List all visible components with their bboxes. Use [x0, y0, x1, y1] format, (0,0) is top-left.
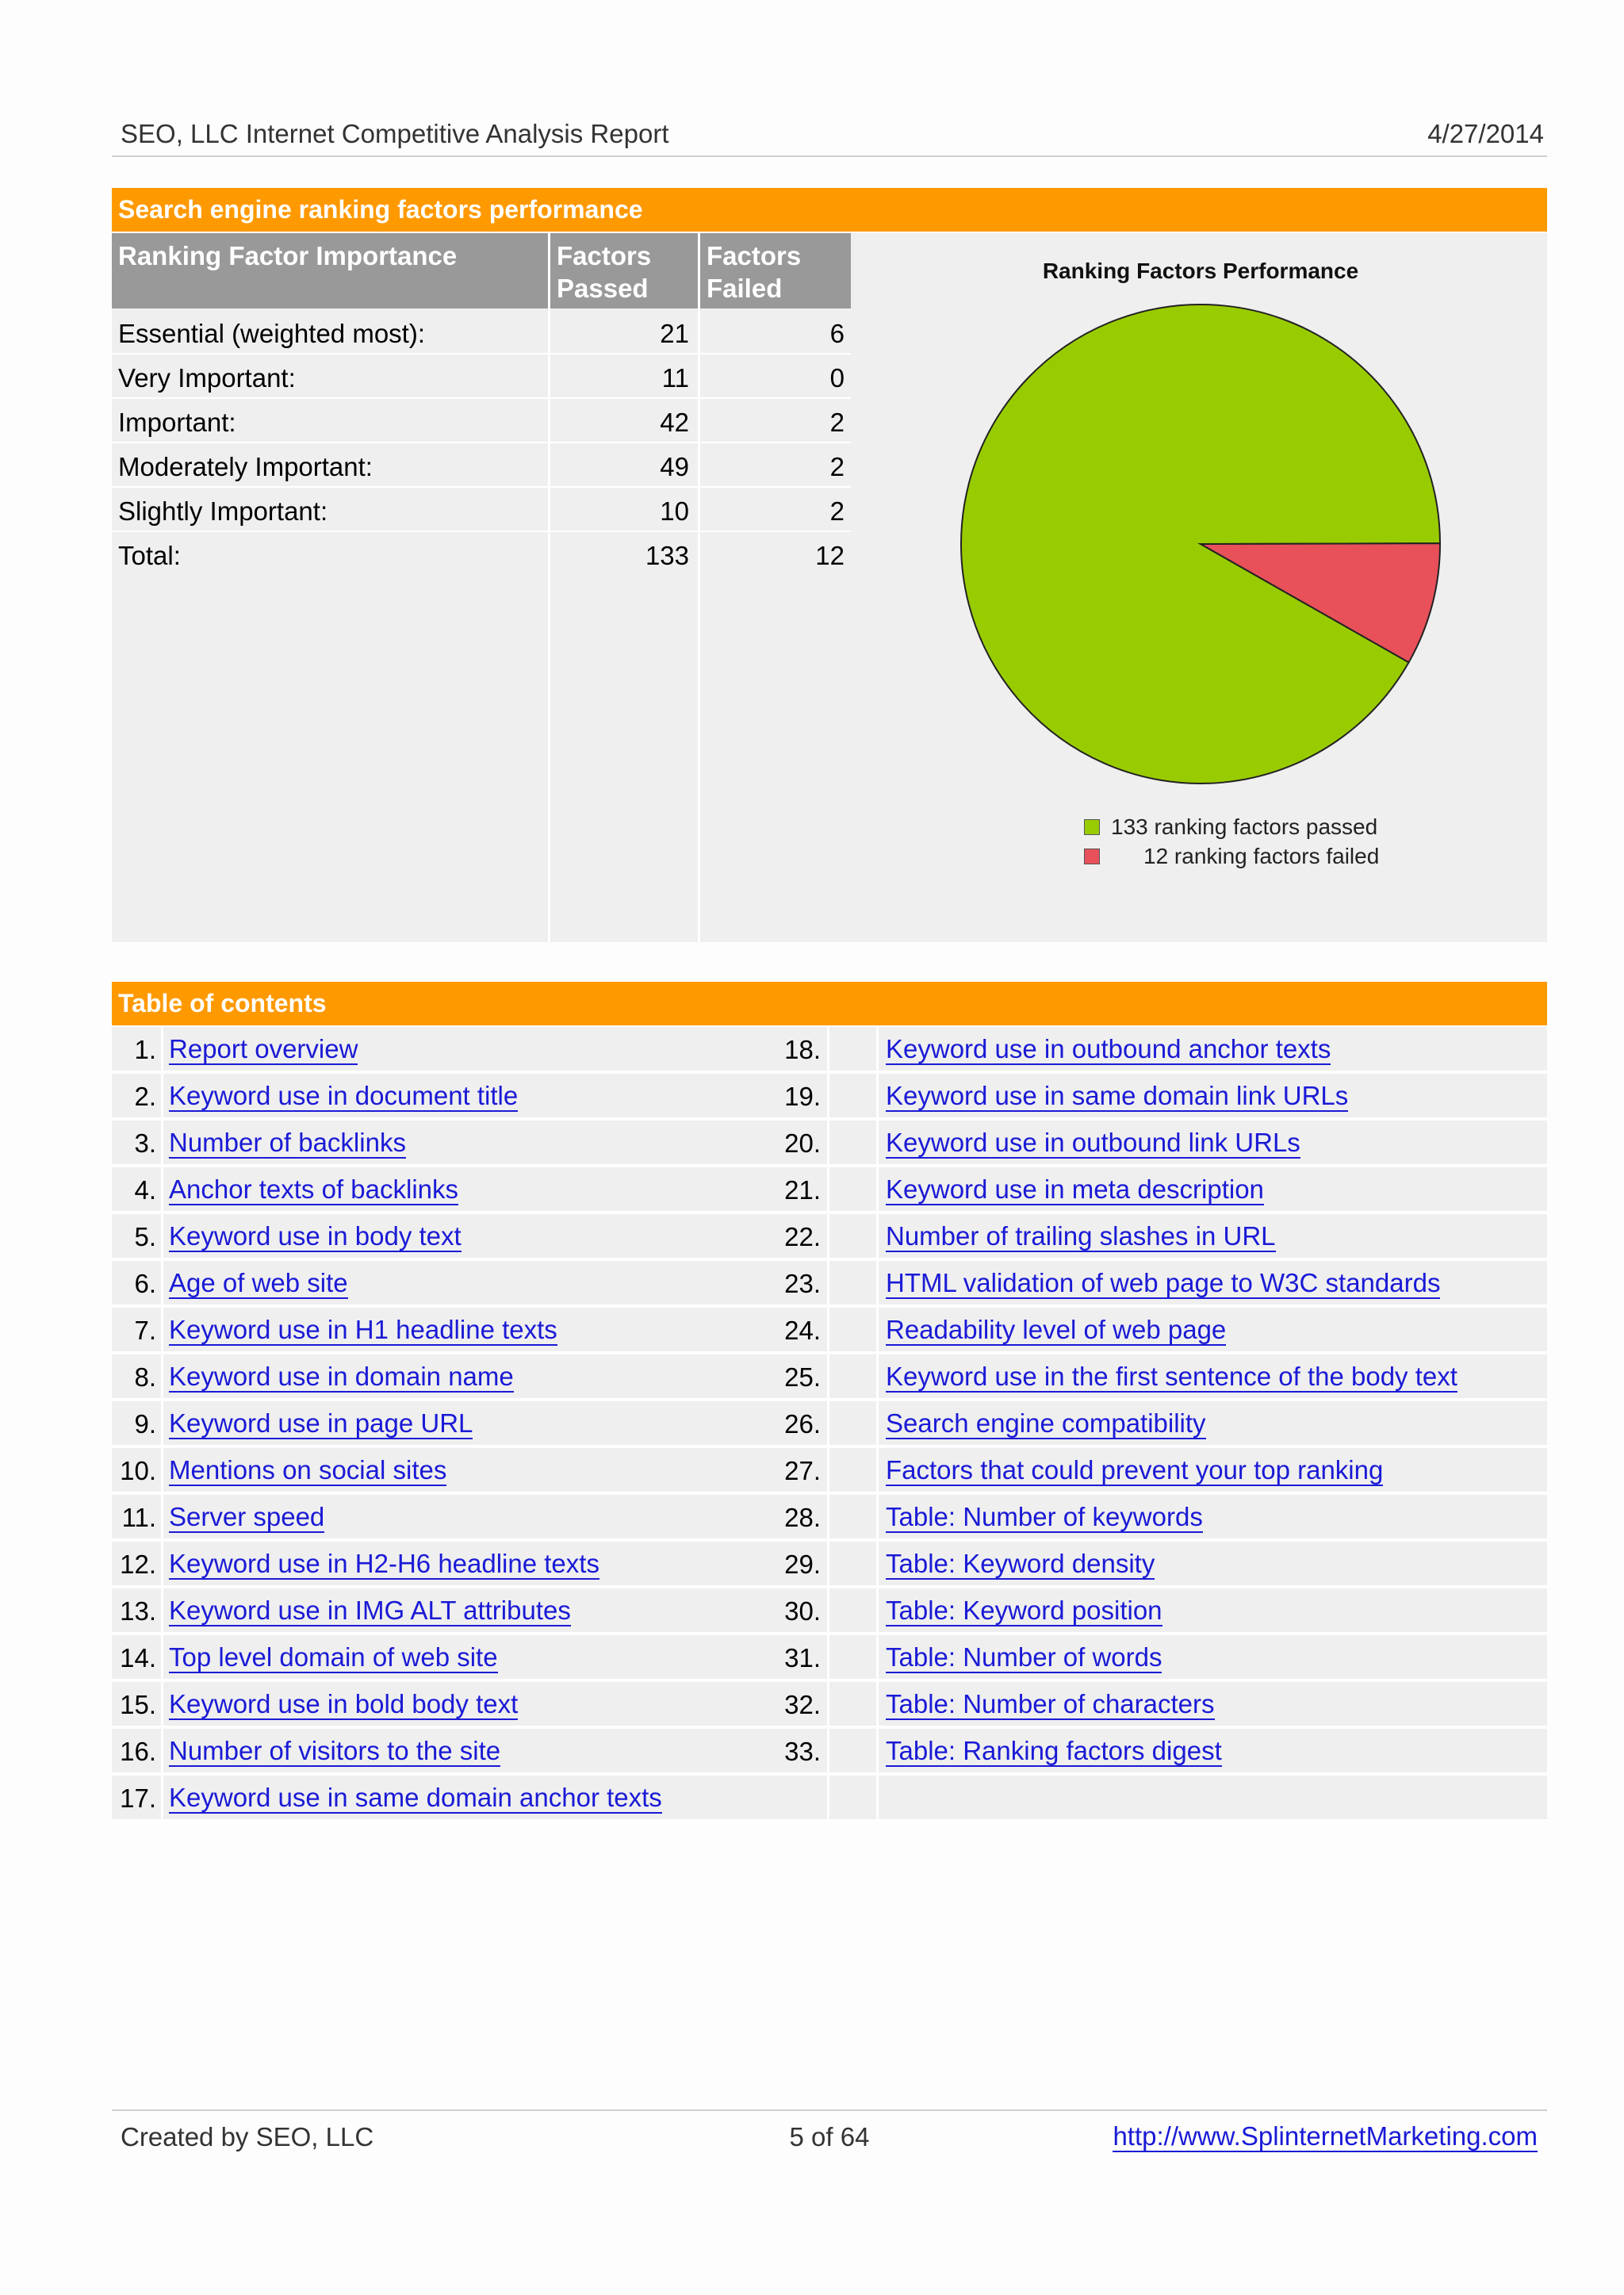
col-header-passed — [550, 233, 698, 308]
toc-row — [112, 1776, 1547, 1821]
toc-link[interactable]: Table: Number of keywords — [886, 1502, 1203, 1531]
toc-link[interactable]: Number of backlinks — [169, 1128, 406, 1157]
column-divider — [161, 1261, 163, 1305]
toc-link[interactable]: Keyword use in page URL — [169, 1408, 473, 1438]
toc-number: 17. — [120, 1784, 156, 1813]
ranking-table — [112, 233, 851, 942]
column-divider — [827, 1214, 829, 1258]
pie-chart-svg — [854, 233, 1547, 788]
toc-number: 29. — [784, 1550, 821, 1579]
column-divider — [876, 1121, 879, 1164]
toc-number: 12. — [120, 1550, 156, 1579]
report-date: 4/27/2014 — [1427, 119, 1544, 148]
column-divider — [161, 1448, 163, 1492]
column-divider — [876, 1448, 879, 1492]
row-label: Total: — [118, 541, 181, 570]
toc-number: 26. — [784, 1409, 821, 1439]
column-divider — [876, 1308, 879, 1351]
table-row — [112, 489, 851, 532]
column-divider — [161, 1635, 163, 1679]
toc-link[interactable]: Keyword use in the first sentence of the body text — [886, 1362, 1457, 1391]
column-divider — [827, 1495, 829, 1538]
row-passed: 11 — [661, 363, 689, 393]
column-divider — [827, 1121, 829, 1164]
column-divider — [876, 1729, 879, 1772]
row-passed: 49 — [660, 452, 689, 481]
toc-number: 30. — [784, 1596, 821, 1626]
column-divider — [161, 1121, 163, 1164]
toc-number: 6. — [134, 1269, 156, 1298]
toc-link[interactable]: Keyword use in outbound anchor texts — [886, 1034, 1331, 1063]
toc-number: 33. — [784, 1737, 821, 1766]
toc-link[interactable]: Anchor texts of backlinks — [169, 1174, 458, 1204]
column-divider — [161, 1354, 163, 1398]
column-divider — [876, 1167, 879, 1211]
toc-link[interactable]: Table: Keyword position — [886, 1596, 1162, 1625]
ranking-section — [112, 233, 1547, 942]
column-divider — [827, 1588, 829, 1632]
toc-link[interactable]: Keyword use in domain name — [169, 1362, 514, 1391]
table-row — [112, 444, 851, 488]
toc-number: 7. — [134, 1316, 156, 1345]
ranking-section-title: Search engine ranking factors performance — [112, 188, 1547, 232]
toc-row — [112, 1635, 1547, 1680]
toc-link[interactable]: Keyword use in body text — [169, 1221, 462, 1251]
col-header-passed-line1: Factors — [557, 241, 652, 270]
legend-swatch-passed — [1084, 819, 1100, 835]
table-row — [112, 355, 851, 399]
toc-number: 18. — [784, 1035, 821, 1064]
column-divider — [876, 1354, 879, 1398]
column-divider — [876, 1214, 879, 1258]
toc-link[interactable]: Top level domain of web site — [169, 1642, 498, 1672]
report-title: SEO, LLC Internet Competitive Analysis Report — [121, 119, 669, 148]
column-divider — [876, 1542, 879, 1585]
column-divider — [161, 1542, 163, 1585]
toc-link[interactable]: Table: Number of characters — [886, 1689, 1215, 1718]
table-row — [112, 400, 851, 443]
toc-link[interactable]: Report overview — [169, 1034, 358, 1063]
toc-link[interactable]: Table: Ranking factors digest — [886, 1736, 1222, 1765]
column-divider — [827, 1448, 829, 1492]
col-header-importance — [112, 233, 548, 308]
row-passed: 21 — [660, 319, 689, 348]
column-divider — [827, 1027, 829, 1071]
toc-row — [112, 1027, 1547, 1072]
toc-link[interactable]: Keyword use in document title — [169, 1081, 519, 1110]
row-label: Moderately Important: — [118, 452, 373, 481]
column-divider — [827, 1635, 829, 1679]
toc-number: 3. — [134, 1128, 156, 1158]
toc-link[interactable]: Keyword use in IMG ALT attributes — [169, 1596, 571, 1625]
pie-chart — [854, 233, 1547, 942]
row-passed: 10 — [660, 496, 689, 526]
column-divider — [876, 1682, 879, 1726]
toc-number: 28. — [784, 1503, 821, 1532]
toc-link[interactable]: Table: Number of words — [886, 1642, 1162, 1672]
toc-section-title: Table of contents — [112, 982, 1547, 1025]
row-label: Very Important: — [118, 363, 296, 393]
row-failed: 2 — [829, 496, 845, 526]
chart-title: Ranking Factors Performance — [1042, 259, 1359, 283]
column-divider — [827, 1261, 829, 1305]
column-divider — [827, 1074, 829, 1117]
column-divider — [161, 1074, 163, 1117]
col-header-failed — [700, 233, 851, 308]
toc-link[interactable]: Keyword use in bold body text — [169, 1689, 519, 1718]
column-divider — [161, 1729, 163, 1772]
column-divider — [161, 1027, 163, 1071]
column-divider — [161, 1682, 163, 1726]
toc-row — [112, 1308, 1547, 1353]
column-divider — [827, 1542, 829, 1585]
toc-number: 8. — [134, 1362, 156, 1392]
page-footer — [112, 2109, 1547, 2159]
toc-number: 27. — [784, 1456, 821, 1485]
toc-number: 20. — [784, 1128, 821, 1158]
column-divider — [161, 1214, 163, 1258]
row-failed: 0 — [829, 363, 845, 393]
toc-row — [112, 1214, 1547, 1259]
footer-created-by: Created by SEO, LLC — [121, 2122, 374, 2151]
column-divider — [161, 1167, 163, 1211]
row-failed: 2 — [829, 408, 845, 437]
column-divider — [827, 1354, 829, 1398]
col-header-failed-line2: Failed — [707, 274, 783, 303]
toc-link[interactable]: Readability level of web page — [886, 1315, 1227, 1344]
toc-row — [112, 1588, 1547, 1634]
column-divider — [876, 1261, 879, 1305]
toc-number: 23. — [784, 1269, 821, 1298]
toc-number: 10. — [120, 1456, 156, 1485]
toc-link[interactable]: Search engine compatibility — [886, 1408, 1206, 1438]
column-divider — [876, 1027, 879, 1071]
col-header-failed-line1: Factors — [707, 241, 802, 270]
toc-link[interactable]: Number of visitors to the site — [169, 1736, 501, 1765]
col-header-passed-line2: Passed — [557, 274, 649, 303]
column-divider — [161, 1776, 163, 1819]
row-failed: 6 — [829, 319, 845, 348]
toc-row — [112, 1354, 1547, 1400]
toc-number: 2. — [134, 1082, 156, 1111]
toc-link[interactable]: Server speed — [169, 1502, 325, 1531]
legend-swatch-failed — [1084, 849, 1100, 864]
toc-link[interactable]: Keyword use in same domain anchor texts — [169, 1783, 662, 1812]
column-divider — [876, 1401, 879, 1445]
row-failed: 2 — [829, 452, 845, 481]
toc-row — [112, 1167, 1547, 1213]
toc-number: 25. — [784, 1362, 821, 1392]
toc-link[interactable]: Keyword use in H2-H6 headline texts — [169, 1549, 599, 1578]
row-label: Essential (weighted most): — [118, 319, 425, 348]
row-label: Important: — [118, 408, 236, 437]
toc-row — [112, 1682, 1547, 1727]
toc-row — [112, 1074, 1547, 1119]
row-label: Slightly Important: — [118, 496, 328, 526]
column-divider — [827, 1729, 829, 1772]
row-passed: 133 — [645, 541, 689, 570]
toc-row — [112, 1729, 1547, 1774]
column-divider — [876, 1074, 879, 1117]
toc-row — [112, 1261, 1547, 1306]
toc-number: 32. — [784, 1690, 821, 1719]
column-divider — [876, 1588, 879, 1632]
column-divider — [876, 1776, 879, 1819]
table-row — [112, 311, 851, 354]
toc-number: 31. — [784, 1643, 821, 1672]
page-header — [112, 111, 1547, 157]
toc-number: 19. — [784, 1082, 821, 1111]
toc-row — [112, 1401, 1547, 1446]
toc-link[interactable]: Mentions on social sites — [169, 1455, 447, 1485]
toc-link[interactable]: Keyword use in meta description — [886, 1174, 1264, 1204]
toc-row — [112, 1495, 1547, 1540]
toc-number: 15. — [120, 1690, 156, 1719]
toc-link[interactable]: HTML validation of web page to W3C standards — [886, 1268, 1441, 1297]
total-row — [112, 533, 851, 577]
legend-label-failed: 12 ranking factors failed — [1143, 844, 1380, 868]
toc-number: 1. — [134, 1035, 156, 1064]
toc-row — [112, 1448, 1547, 1493]
column-divider — [161, 1588, 163, 1632]
toc-link[interactable]: Age of web site — [169, 1268, 348, 1297]
col-header-importance-label: Ranking Factor Importance — [118, 241, 458, 270]
row-failed: 12 — [815, 541, 845, 570]
column-divider — [161, 1495, 163, 1538]
column-divider — [827, 1401, 829, 1445]
row-passed: 42 — [660, 408, 689, 437]
toc-link[interactable]: Factors that could prevent your top ranking — [886, 1455, 1384, 1485]
column-divider — [827, 1167, 829, 1211]
toc-link[interactable]: Table: Keyword density — [886, 1549, 1155, 1578]
toc-link[interactable]: Keyword use in outbound link URLs — [886, 1128, 1300, 1157]
toc-row — [112, 1121, 1547, 1166]
toc-number: 5. — [134, 1222, 156, 1251]
column-divider — [876, 1495, 879, 1538]
toc-link[interactable]: Keyword use in same domain link URLs — [886, 1081, 1349, 1110]
toc-number: 21. — [784, 1175, 821, 1205]
toc-number: 14. — [120, 1643, 156, 1672]
column-divider — [876, 1635, 879, 1679]
toc-link[interactable]: Number of trailing slashes in URL — [886, 1221, 1276, 1251]
toc-number: 9. — [134, 1409, 156, 1439]
toc-number: 24. — [784, 1316, 821, 1345]
column-divider — [161, 1308, 163, 1351]
column-divider — [827, 1682, 829, 1726]
toc-number: 13. — [120, 1596, 156, 1626]
toc-link[interactable]: Keyword use in H1 headline texts — [169, 1315, 557, 1344]
footer-page-number: 5 of 64 — [789, 2122, 870, 2151]
toc-number: 4. — [134, 1175, 156, 1205]
column-divider — [827, 1776, 829, 1819]
footer-url-link[interactable]: http://www.SplinternetMarketing.com — [1113, 2121, 1538, 2151]
legend-label-passed: 133 ranking factors passed — [1111, 814, 1378, 839]
column-divider — [161, 1401, 163, 1445]
column-divider — [827, 1308, 829, 1351]
toc-number: 11. — [121, 1503, 156, 1532]
toc-number: 22. — [784, 1222, 821, 1251]
toc-row — [112, 1542, 1547, 1587]
toc-number: 16. — [120, 1737, 156, 1766]
